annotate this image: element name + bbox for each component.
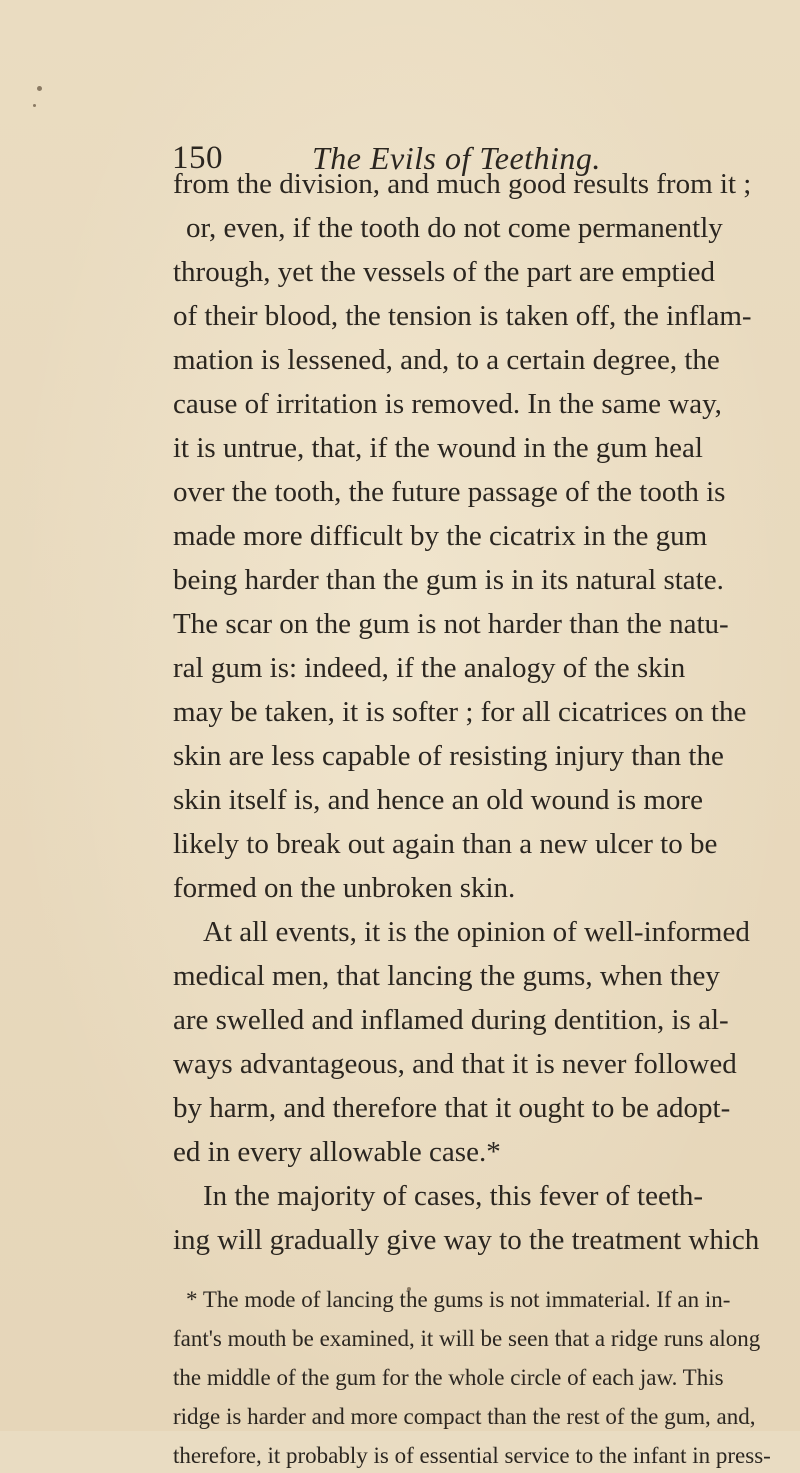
page-number: 150	[172, 140, 223, 176]
text-line: medical men, that lancing the gums, when they	[173, 960, 720, 992]
text-line: skin itself is, and hence an old wound is more	[173, 784, 703, 816]
footnote-line: ridge is harder and more compact than the rest of the gum, and,	[173, 1404, 756, 1429]
text-line: mation is lessened, and, to a certain degree, the	[173, 344, 720, 376]
text-line: cause of irritation is removed. In the same way,	[173, 388, 722, 420]
text-line: ways advantageous, and that it is never followed	[173, 1048, 737, 1080]
text-line: In the majority of cases, this fever of teeth-	[203, 1180, 704, 1212]
text-line: by harm, and therefore that it ought to be adopt-	[173, 1092, 731, 1124]
footnote-line: * The mode of lancing the gums is not immaterial. If an in-	[186, 1287, 731, 1312]
paper-blemish	[33, 104, 36, 107]
text-line: The scar on the gum is not harder than the natu-	[173, 608, 729, 640]
text-line: may be taken, it is softer ; for all cicatrices on the	[173, 696, 747, 728]
text-line: ing will gradually give way to the treatment which	[173, 1224, 760, 1256]
text-line: it is untrue, that, if the wound in the gum heal	[173, 432, 703, 464]
text-line: from the division, and much good results from it ;	[173, 168, 752, 200]
text-line: skin are less capable of resisting injury than the	[173, 740, 724, 772]
footnote-line: fant's mouth be examined, it will be seen that a ridge runs along	[173, 1326, 761, 1351]
text-line: are swelled and inflamed during dentition, is al-	[173, 1004, 729, 1036]
paper-blemish	[37, 86, 42, 91]
text-line: ral gum is: indeed, if the analogy of the skin	[173, 652, 686, 684]
text-line: of their blood, the tension is taken off, the inflam-	[173, 300, 752, 332]
text-line: through, yet the vessels of the part are emptied	[173, 256, 715, 288]
footnote-line: the middle of the gum for the whole circle of each jaw. This	[173, 1365, 724, 1390]
text-line: made more difficult by the cicatrix in the gum	[173, 520, 708, 552]
text-line: over the tooth, the future passage of the tooth is	[173, 476, 726, 508]
text-line: likely to break out again than a new ulcer to be	[173, 828, 718, 860]
text-line: ed in every allowable case.*	[173, 1136, 501, 1168]
text-line: being harder than the gum is in its natural state.	[173, 564, 724, 596]
text-line: or, even, if the tooth do not come permanently	[186, 212, 723, 244]
footnote-line: therefore, it probably is of essential service to the infant in press-	[173, 1443, 771, 1468]
running-title: The Evils of Teething.	[312, 140, 601, 176]
text-line: formed on the unbroken skin.	[173, 872, 516, 904]
text-line: At all events, it is the opinion of well-informed	[203, 916, 750, 948]
